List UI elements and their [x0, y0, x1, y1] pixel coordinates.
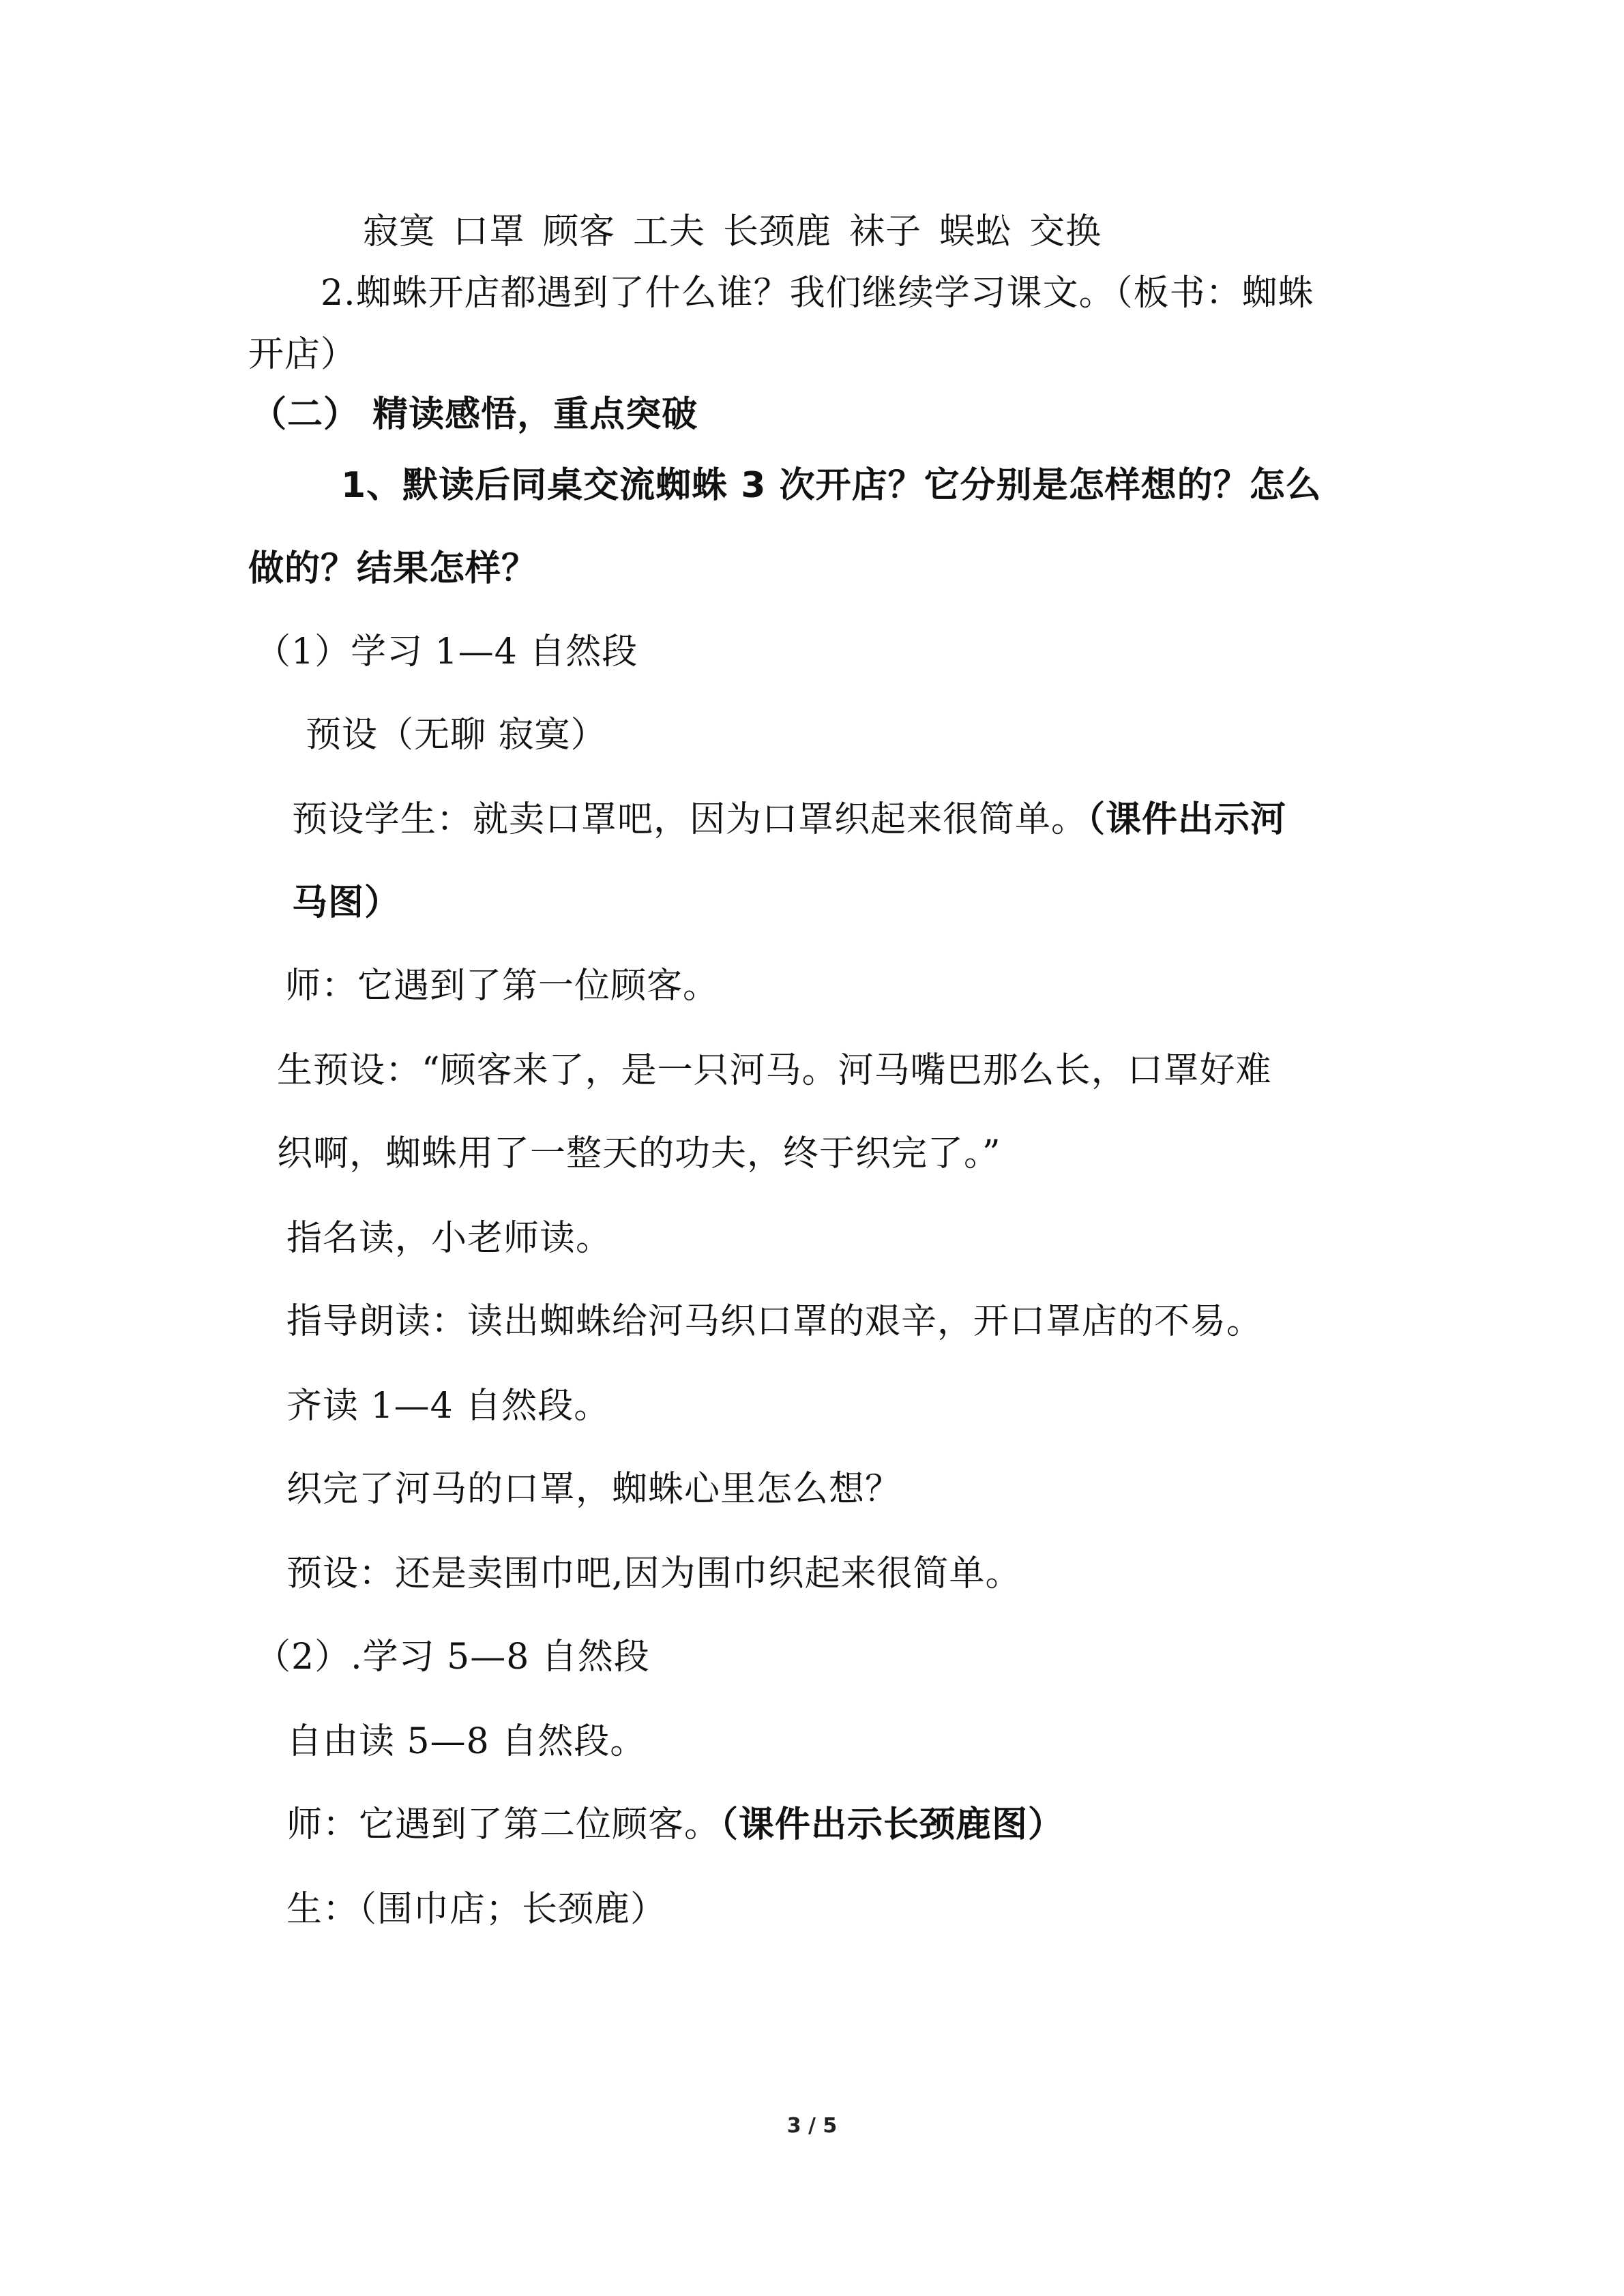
part-1-read: 指名读，小老师读。 [286, 1218, 612, 1259]
part-1-preset-2: 预设：还是卖围巾吧,因为围巾织起来很简单。 [286, 1553, 1022, 1594]
page-number: 3 / 5 [786, 2114, 838, 2138]
vocab-word: 交换 [1029, 211, 1102, 252]
part-1-all-read: 齐读 1—4 自然段。 [286, 1386, 610, 1427]
task-1-line-2: 做的？结果怎样？ [248, 548, 538, 589]
part-1-guide: 指导朗读：读出蜘蛛给河马织口罩的艰辛，开口罩店的不易。 [286, 1301, 1263, 1342]
vocab-word: 口罩 [453, 211, 526, 252]
part-1-sheng-line-2: 织啊，蜘蛛用了一整天的功夫，终于织完了。” [277, 1133, 1001, 1174]
vocab-word: 长颈鹿 [723, 211, 832, 252]
vocab-word: 工夫 [633, 211, 706, 252]
part-1-preset: 预设（无聊 寂寞） [306, 715, 607, 756]
part-2-teacher [286, 1804, 1065, 1845]
student-preset-text: 预设学生：就卖口罩吧，因为口罩织起来很简单。 [292, 799, 1088, 840]
vocab-word: 寂寞 [363, 211, 436, 252]
part-2-heading: （2）.学习 5—8 自然段 [255, 1637, 650, 1678]
vocab-word: 蜈蚣 [939, 211, 1012, 252]
part-1-heading: （1）学习 1—4 自然段 [255, 631, 638, 672]
courseware-note: （课件出示长颈鹿图） [720, 1804, 1065, 1845]
part-2-sheng: 生：（围巾店；长颈鹿） [286, 1889, 667, 1930]
question-2-line-2: 开店） [248, 334, 357, 375]
part-2-free-read: 自由读 5—8 自然段。 [286, 1721, 647, 1762]
part-1-student-line-1 [292, 799, 1287, 840]
part-1-teacher: 师：它遇到了第一位顾客。 [285, 966, 720, 1007]
vocab-line [363, 211, 1119, 252]
section-heading: （二） 精读感悟，重点突破 [251, 394, 698, 435]
task-1-line-1: 1、默读后同桌交流蜘蛛 3 次开店？它分别是怎样想的？怎么 [341, 465, 1322, 506]
courseware-note: （课件出示河 [1087, 799, 1287, 840]
question-2-line-1: 2.蜘蛛开店都遇到了什么谁？我们继续学习课文。（板书：蜘蛛 [321, 273, 1314, 314]
part-1-think: 织完了河马的口罩，蜘蛛心里怎么想？ [286, 1469, 902, 1510]
part-1-sheng-line-1: 生预设：“顾客来了，是一只河马。河马嘴巴那么长，口罩好难 [277, 1050, 1272, 1091]
vocab-word: 袜子 [849, 211, 922, 252]
teacher-text: 师：它遇到了第二位顾客。 [286, 1804, 721, 1845]
vocab-word: 顾客 [543, 211, 616, 252]
part-1-student-line-2: 马图） [292, 882, 401, 923]
